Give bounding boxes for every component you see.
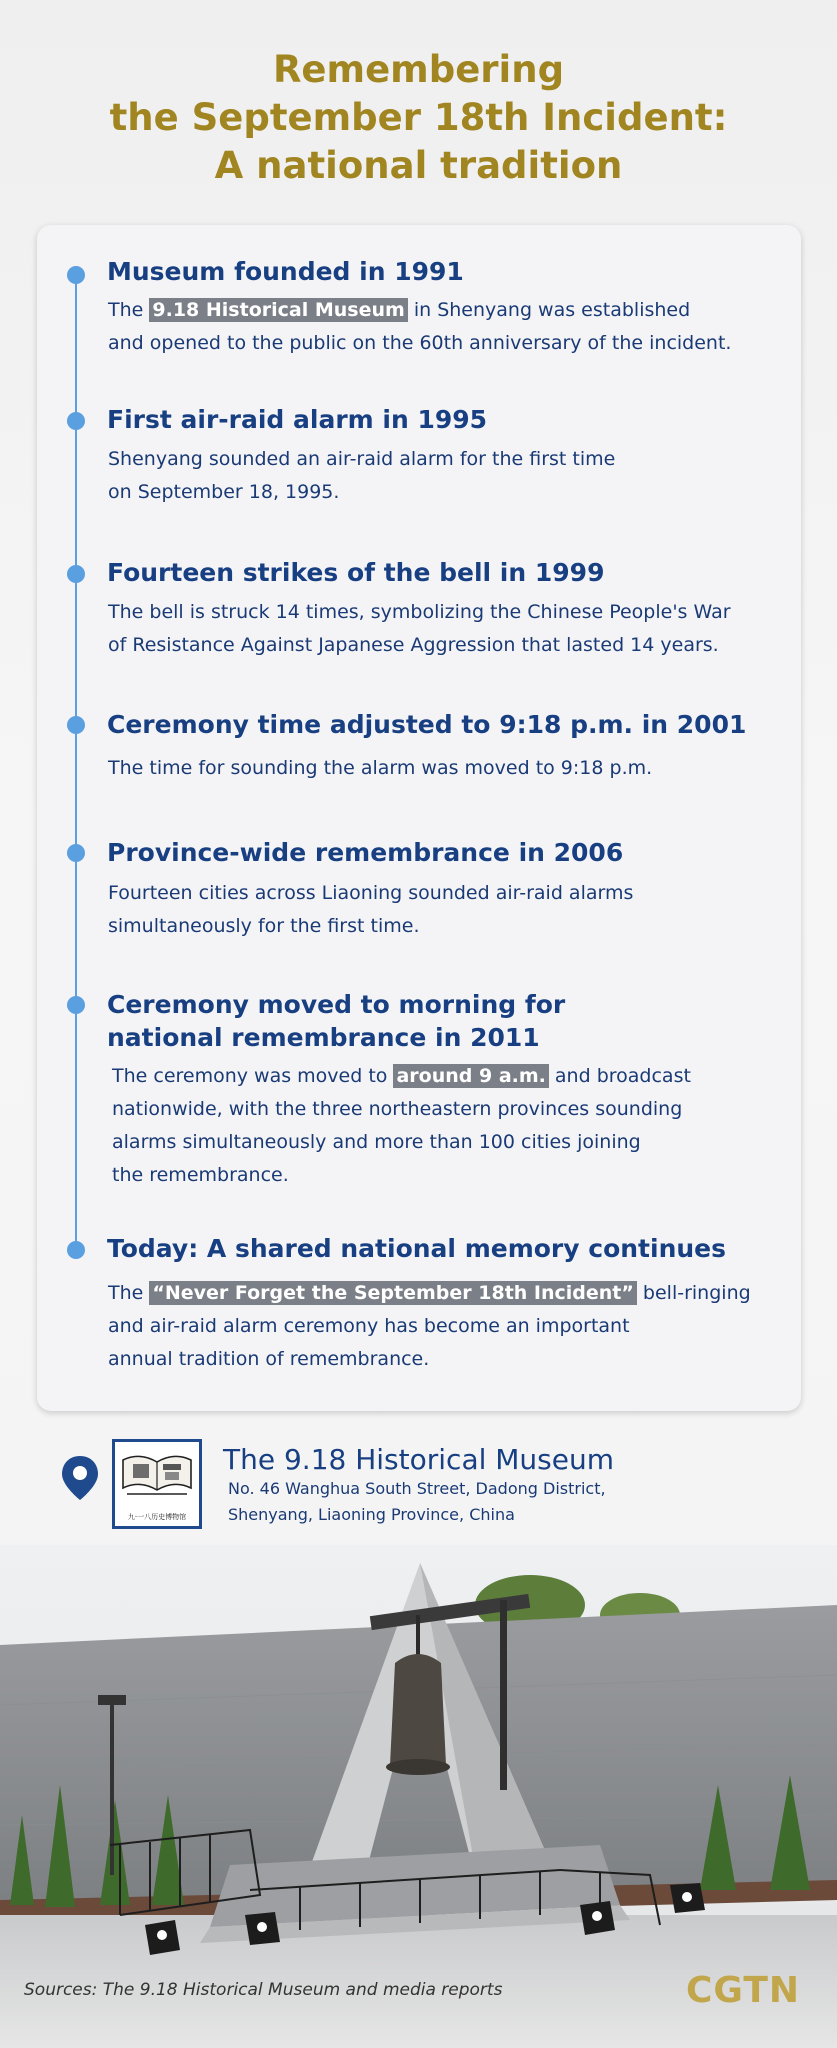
event-heading-1999: Fourteen strikes of the bell in 1999 xyxy=(107,558,605,587)
body-text: and broadcast xyxy=(548,1065,691,1087)
page-title xyxy=(0,46,837,190)
body-text: The xyxy=(108,1282,150,1304)
event-heading-today: Today: A shared national memory continues xyxy=(107,1234,726,1263)
event-body-1999-line2: of Resistance Against Japanese Aggression that lasted 14 years. xyxy=(108,634,719,656)
event-body-2001-line1: The time for sounding the alarm was moved to 9:18 p.m. xyxy=(108,757,653,779)
event-body-today-line3: annual tradition of remembrance. xyxy=(108,1348,430,1370)
event-heading-1995: First air-raid alarm in 1995 xyxy=(107,405,488,434)
body-text: in Shenyang was established xyxy=(407,299,691,321)
highlight-ceremony-name: “Never Forget the September 18th Incident” xyxy=(149,1281,637,1305)
highlight-time: around 9 a.m. xyxy=(393,1064,548,1088)
event-heading-2001: Ceremony time adjusted to 9:18 p.m. in 2001 xyxy=(107,710,747,739)
title-line-3: A national tradition xyxy=(214,144,623,187)
museum-address-line2: Shenyang, Liaoning Province, China xyxy=(228,1505,515,1524)
title-line-1: Remembering xyxy=(272,48,565,91)
event-body-1991-line2: and opened to the public on the 60th anniversary of the incident. xyxy=(108,332,732,354)
sources-note: Sources: The 9.18 Historical Museum and media reports xyxy=(24,1980,503,2000)
event-heading-1991: Museum founded in 1991 xyxy=(107,257,464,286)
book-emblem-icon xyxy=(119,1448,195,1504)
event-body-2011-line1 xyxy=(112,1060,691,1093)
title-line-2: the September 18th Incident: xyxy=(109,96,728,139)
event-body-1995-line1: Shenyang sounded an air-raid alarm for the first time xyxy=(108,448,616,470)
event-body-1991-line1 xyxy=(108,294,690,327)
event-heading-2011-line1: Ceremony moved to morning for xyxy=(107,990,566,1019)
museum-address-line1: No. 46 Wanghua South Street, Dadong District, xyxy=(228,1479,606,1498)
location-pin-icon xyxy=(60,1454,100,1504)
event-body-1995-line2: on September 18, 1995. xyxy=(108,481,340,503)
event-body-today-line2: and air-raid alarm ceremony has become an important xyxy=(108,1315,630,1337)
timeline-dot xyxy=(67,844,85,862)
logo-caption: 九·一八历史博物馆 xyxy=(127,1513,187,1521)
event-body-1999-line1: The bell is struck 14 times, symbolizing the Chinese People's War xyxy=(108,601,731,623)
timeline-dot xyxy=(67,266,85,284)
highlight-museum-name: 9.18 Historical Museum xyxy=(149,298,407,322)
timeline-dot xyxy=(67,412,85,430)
event-body-2011-line4: the remembrance. xyxy=(112,1164,289,1186)
timeline-dot xyxy=(67,1241,85,1259)
event-body-today-line1 xyxy=(108,1277,751,1310)
timeline-dot xyxy=(67,565,85,583)
timeline-dot xyxy=(67,996,85,1014)
event-body-2006-line1: Fourteen cities across Liaoning sounded air-raid alarms xyxy=(108,882,634,904)
event-body-2006-line2: simultaneously for the first time. xyxy=(108,915,420,937)
event-heading-2011-line2: national remembrance in 2011 xyxy=(107,1023,540,1052)
museum-name: The 9.18 Historical Museum xyxy=(223,1443,615,1476)
timeline-dot xyxy=(67,716,85,734)
museum-logo xyxy=(112,1439,202,1529)
event-body-2011-line2: nationwide, with the three northeastern provinces sounding xyxy=(112,1098,683,1120)
body-text: bell-ringing xyxy=(636,1282,751,1304)
body-text: The ceremony was moved to xyxy=(112,1065,394,1087)
cgtn-logo: CGTN xyxy=(686,1970,801,2011)
event-heading-2006: Province-wide remembrance in 2006 xyxy=(107,838,624,867)
body-text: The xyxy=(108,299,150,321)
event-body-2011-line3: alarms simultaneously and more than 100 cities joining xyxy=(112,1131,641,1153)
